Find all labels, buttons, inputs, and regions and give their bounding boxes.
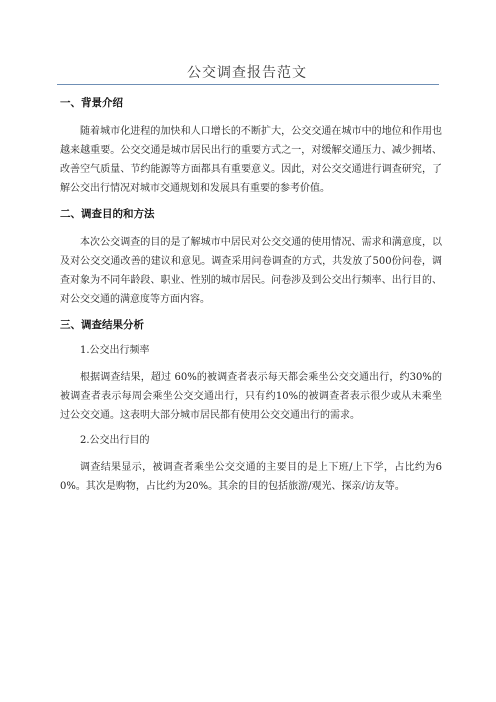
title-divider <box>57 84 439 85</box>
section-heading-background: 一、背景介绍 <box>60 97 123 109</box>
paragraph-purpose: 调查结果显示，被调查者乘坐公交交通的主要目的是上下班/上下学，占比约为60%。其次是购物，占比约为20%。其余的目的包括旅游/观光、探亲/访友等。 <box>60 462 442 492</box>
paragraph-background: 随着城市化进程的加快和人口增长的不断扩大，公交交通在城市中的地位和作用也越来越重要。公交交通是城市居民出行的重要方式之一，对缓解交通压力、减少拥堵、改善空气质量、节约能源等方面都具有重要意义。因此，对公交交通进行调查研究，了解公交出行情况对城市交通规划和发展具有重要的参考价值。 <box>60 126 442 194</box>
subheading-frequency: 1.公交出行频率 <box>80 345 150 356</box>
subheading-purpose: 2.公交出行目的 <box>80 435 150 446</box>
document-title: 公交调查报告范文 <box>187 65 307 81</box>
paragraph-frequency: 根据调查结果，超过 60%的被调查者表示每天都会乘坐公交交通出行，约30%的被调查者表示每周会乘坐公交交通出行，只有约10%的被调查者表示很少或从未乘坐过公交交通。这表明大部分城市居民都有使用公交交通出行的需求。 <box>60 372 442 421</box>
document-body <box>60 96 442 505</box>
section-heading-purpose-method: 二、调查目的和方法 <box>60 208 155 220</box>
section-heading-results: 三、调查结果分析 <box>60 319 144 331</box>
section-results <box>60 318 442 496</box>
paragraph-purpose-method: 本次公交调查的目的是了解城市中居民对公交交通的使用情况、需求和满意度，以及对公交交通改善的建议和意见。调查采用问卷调查的方式，共发放了500份问卷，调查对象为不同年龄段、职业、性别的城市居民。问卷涉及到公交出行频率、出行目的、对公交交通的满意度等方面内容。 <box>60 237 442 305</box>
section-background <box>60 96 442 198</box>
section-purpose-method <box>60 207 442 309</box>
